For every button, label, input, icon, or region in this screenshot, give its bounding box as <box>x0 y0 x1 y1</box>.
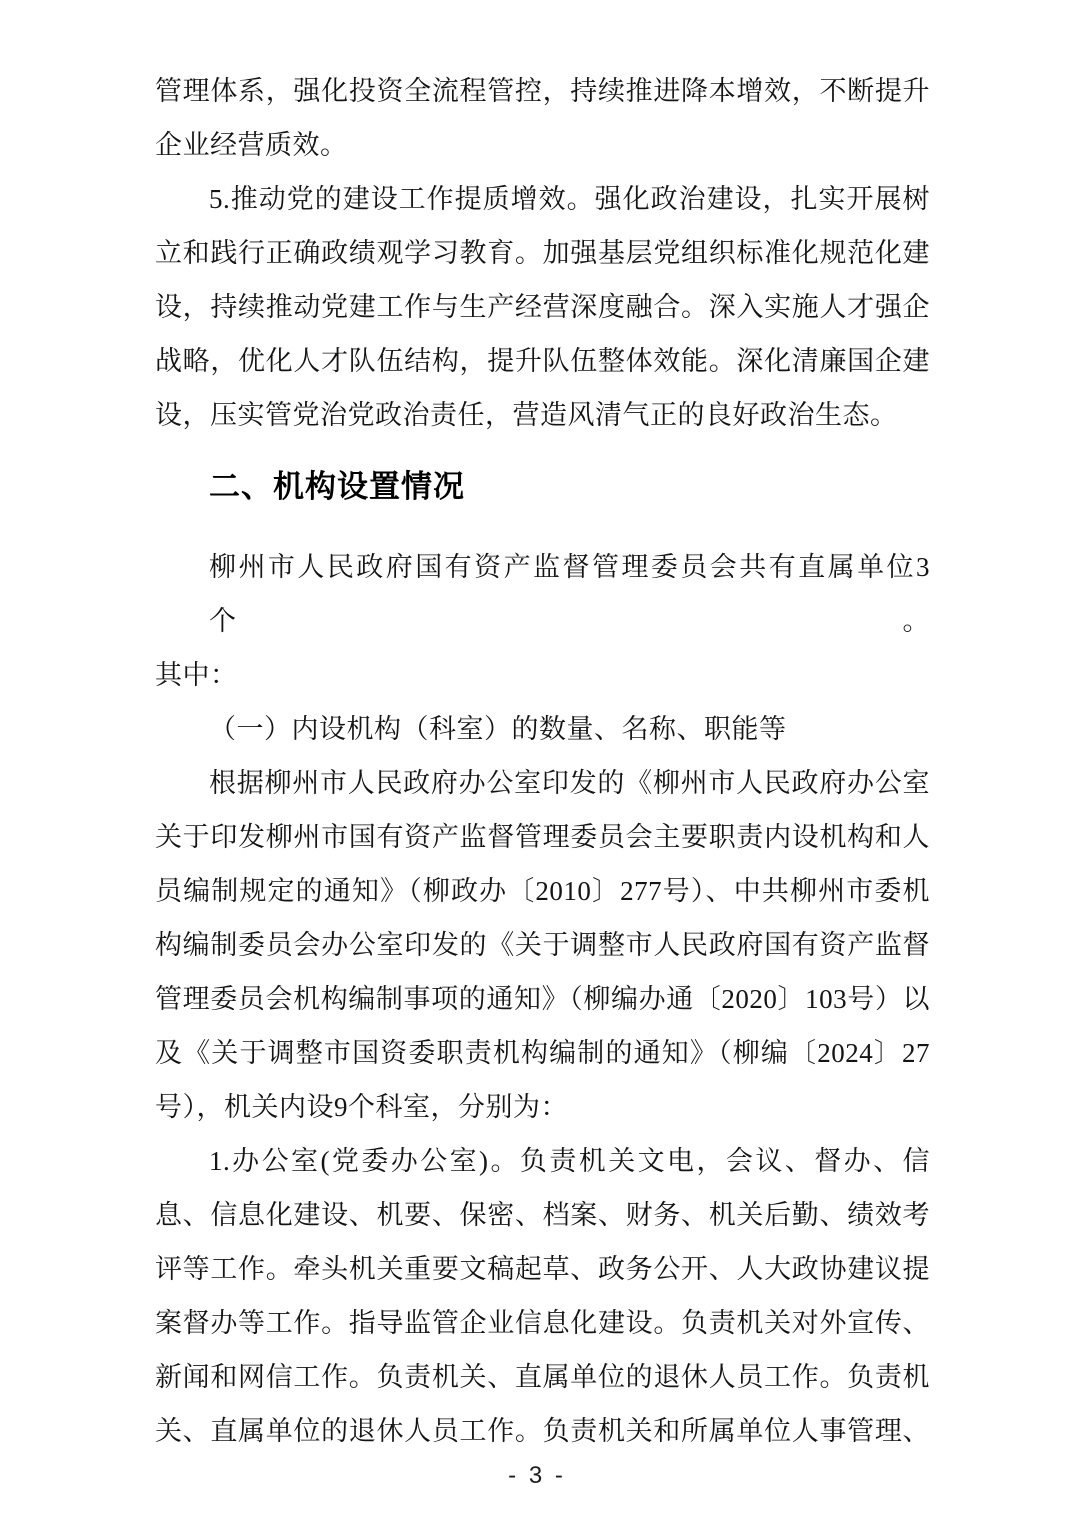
section-heading: 二、机构设置情况 <box>209 469 465 504</box>
text-line: 新闻和网信工作。负责机关、直属单位的退休人员工作。负责机 <box>155 1362 930 1392</box>
text-line: 关、直属单位的退休人员工作。负责机关和所属单位人事管理、 <box>155 1416 930 1446</box>
text-line: 及《关于调整市国资委职责机构编制的通知》（柳编〔2024〕27 <box>155 1038 930 1068</box>
text-line: 战略，优化人才队伍结构，提升队伍整体效能。深化清廉国企建 <box>155 346 930 376</box>
subsection-heading: （一）内设机构（科室）的数量、名称、职能等 <box>209 714 787 744</box>
text-line: 企业经营质效。 <box>155 130 348 160</box>
page-footer <box>0 1462 1074 1490</box>
text-line: 案督办等工作。指导监管企业信息化建设。负责机关对外宣传、 <box>155 1308 930 1338</box>
text-line: 关于印发柳州市国有资产监督管理委员会主要职责内设机构和人 <box>155 822 930 852</box>
text-line: 柳州市人民政府国有资产监督管理委员会共有直属单位3个。 <box>209 552 930 636</box>
text-line: 号），机关内设9个科室，分别为： <box>155 1092 568 1122</box>
text-line: 管理委员会机构编制事项的通知》（柳编办通〔2020〕103号）以 <box>155 984 930 1014</box>
text-line: 管理体系，强化投资全流程管控，持续推进降本增效，不断提升 <box>155 76 930 106</box>
text-line: 息、信息化建设、机要、保密、档案、财务、机关后勤、绩效考 <box>155 1200 930 1230</box>
text-line: 评等工作。牵头机关重要文稿起草、政务公开、人大政协建议提 <box>155 1254 930 1284</box>
text-line: 设，持续推动党建工作与生产经营深度融合。深入实施人才强企 <box>155 292 930 322</box>
page-number: - 3 - <box>508 1462 566 1489</box>
text-line: 根据柳州市人民政府办公室印发的《柳州市人民政府办公室 <box>209 768 930 798</box>
text-line: 构编制委员会办公室印发的《关于调整市人民政府国有资产监督 <box>155 930 930 960</box>
text-line: 1.办公室(党委办公室)。负责机关文电，会议、督办、信 <box>209 1146 930 1176</box>
text-line: 其中： <box>155 660 238 690</box>
text-line: 设，压实管党治党政治责任，营造风清气正的良好政治生态。 <box>155 400 898 430</box>
text-line: 员编制规定的通知》（柳政办〔2010〕277号）、中共柳州市委机 <box>155 876 930 906</box>
text-line: 立和践行正确政绩观学习教育。加强基层党组织标准化规范化建 <box>155 238 930 268</box>
text-line: 5.推动党的建设工作提质增效。强化政治建设，扎实开展树 <box>209 184 930 214</box>
